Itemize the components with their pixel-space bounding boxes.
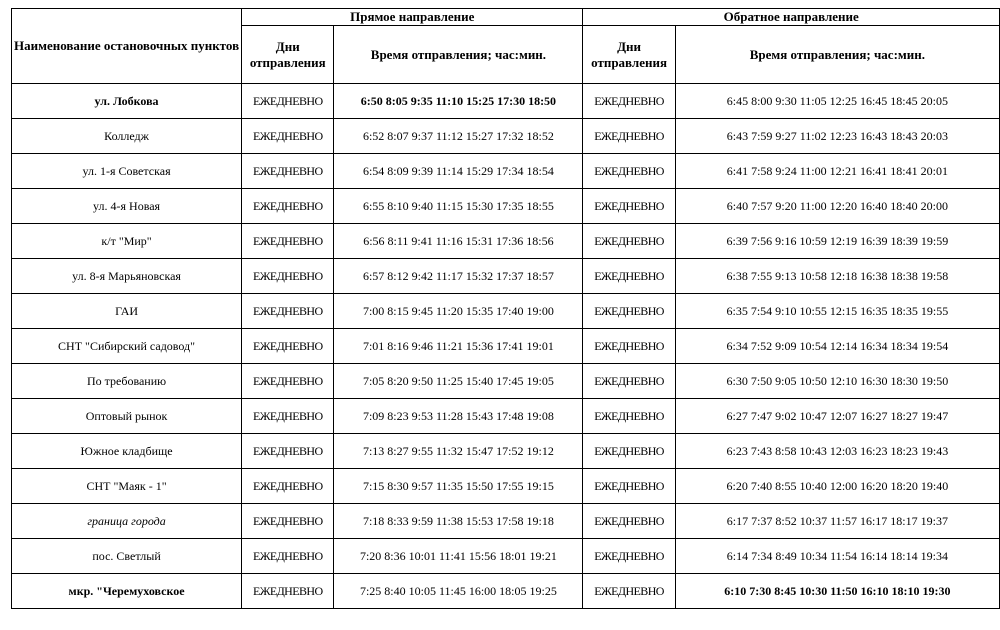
forward-times: 6:50 8:05 9:35 11:10 15:25 17:30 18:50	[334, 84, 583, 119]
forward-days: ЕЖЕДНЕВНО	[242, 469, 334, 504]
table-row	[12, 399, 1000, 434]
reverse-days: ЕЖЕДНЕВНО	[583, 259, 675, 294]
reverse-times: 6:40 7:57 9:20 11:00 12:20 16:40 18:40 20:00	[675, 189, 999, 224]
forward-days: ЕЖЕДНЕВНО	[242, 224, 334, 259]
reverse-times: 6:35 7:54 9:10 10:55 12:15 16:35 18:35 19:55	[675, 294, 999, 329]
table-row	[12, 294, 1000, 329]
stop-name: ул. 1-я Советская	[12, 154, 242, 189]
timetable-container	[11, 8, 1000, 609]
reverse-times: 6:20 7:40 8:55 10:40 12:00 16:20 18:20 19:40	[675, 469, 999, 504]
stop-name: СНТ "Сибирский садовод"	[12, 329, 242, 364]
reverse-days: ЕЖЕДНЕВНО	[583, 504, 675, 539]
forward-days: ЕЖЕДНЕВНО	[242, 574, 334, 609]
reverse-days: ЕЖЕДНЕВНО	[583, 539, 675, 574]
reverse-times: 6:14 7:34 8:49 10:34 11:54 16:14 18:14 19:34	[675, 539, 999, 574]
forward-days: ЕЖЕДНЕВНО	[242, 399, 334, 434]
forward-times: 6:52 8:07 9:37 11:12 15:27 17:32 18:52	[334, 119, 583, 154]
reverse-times: 6:10 7:30 8:45 10:30 11:50 16:10 18:10 19:30	[675, 574, 999, 609]
reverse-times: 6:23 7:43 8:58 10:43 12:03 16:23 18:23 19:43	[675, 434, 999, 469]
forward-times: 6:54 8:09 9:39 11:14 15:29 17:34 18:54	[334, 154, 583, 189]
forward-days: ЕЖЕДНЕВНО	[242, 84, 334, 119]
reverse-times: 6:27 7:47 9:02 10:47 12:07 16:27 18:27 19:47	[675, 399, 999, 434]
reverse-times: 6:41 7:58 9:24 11:00 12:21 16:41 18:41 20:01	[675, 154, 999, 189]
forward-days: ЕЖЕДНЕВНО	[242, 539, 334, 574]
table-row	[12, 119, 1000, 154]
reverse-days: ЕЖЕДНЕВНО	[583, 189, 675, 224]
forward-days: ЕЖЕДНЕВНО	[242, 119, 334, 154]
forward-times: 7:18 8:33 9:59 11:38 15:53 17:58 19:18	[334, 504, 583, 539]
forward-times: 6:56 8:11 9:41 11:16 15:31 17:36 18:56	[334, 224, 583, 259]
reverse-time-header: Время отправления; час:мин.	[675, 26, 999, 84]
forward-times: 6:55 8:10 9:40 11:15 15:30 17:35 18:55	[334, 189, 583, 224]
reverse-days: ЕЖЕДНЕВНО	[583, 434, 675, 469]
table-row	[12, 154, 1000, 189]
forward-times: 7:20 8:36 10:01 11:41 15:56 18:01 19:21	[334, 539, 583, 574]
table-row	[12, 259, 1000, 294]
forward-days: ЕЖЕДНЕВНО	[242, 259, 334, 294]
reverse-times: 6:38 7:55 9:13 10:58 12:18 16:38 18:38 19:58	[675, 259, 999, 294]
forward-days: ЕЖЕДНЕВНО	[242, 434, 334, 469]
stop-name: СНТ "Маяк - 1"	[12, 469, 242, 504]
forward-days: ЕЖЕДНЕВНО	[242, 329, 334, 364]
reverse-days: ЕЖЕДНЕВНО	[583, 84, 675, 119]
forward-times: 7:00 8:15 9:45 11:20 15:35 17:40 19:00	[334, 294, 583, 329]
reverse-days: ЕЖЕДНЕВНО	[583, 224, 675, 259]
table-row	[12, 574, 1000, 609]
reverse-times: 6:43 7:59 9:27 11:02 12:23 16:43 18:43 20:03	[675, 119, 999, 154]
forward-time-header: Время отправления; час:мин.	[334, 26, 583, 84]
forward-days: ЕЖЕДНЕВНО	[242, 504, 334, 539]
table-row	[12, 504, 1000, 539]
forward-times: 7:15 8:30 9:57 11:35 15:50 17:55 19:15	[334, 469, 583, 504]
forward-days-header: Дни отправления	[242, 26, 334, 84]
table-row	[12, 434, 1000, 469]
stop-name: По требованию	[12, 364, 242, 399]
reverse-direction-header: Обратное направление	[583, 9, 1000, 26]
table-row	[12, 84, 1000, 119]
table-row	[12, 329, 1000, 364]
forward-times: 7:01 8:16 9:46 11:21 15:36 17:41 19:01	[334, 329, 583, 364]
stop-name: Колледж	[12, 119, 242, 154]
table-row	[12, 224, 1000, 259]
reverse-times: 6:17 7:37 8:52 10:37 11:57 16:17 18:17 19:37	[675, 504, 999, 539]
reverse-days: ЕЖЕДНЕВНО	[583, 329, 675, 364]
reverse-days: ЕЖЕДНЕВНО	[583, 399, 675, 434]
reverse-times: 6:45 8:00 9:30 11:05 12:25 16:45 18:45 20:05	[675, 84, 999, 119]
reverse-days: ЕЖЕДНЕВНО	[583, 154, 675, 189]
reverse-times: 6:30 7:50 9:05 10:50 12:10 16:30 18:30 19:50	[675, 364, 999, 399]
reverse-days: ЕЖЕДНЕВНО	[583, 574, 675, 609]
forward-days: ЕЖЕДНЕВНО	[242, 189, 334, 224]
reverse-days: ЕЖЕДНЕВНО	[583, 119, 675, 154]
table-row	[12, 469, 1000, 504]
stop-name: граница города	[12, 504, 242, 539]
forward-days: ЕЖЕДНЕВНО	[242, 154, 334, 189]
stop-name: ул. 8-я Марьяновская	[12, 259, 242, 294]
stop-name: Оптовый рынок	[12, 399, 242, 434]
forward-times: 7:09 8:23 9:53 11:28 15:43 17:48 19:08	[334, 399, 583, 434]
stop-column-header: Наименование остановочных пунктов	[12, 9, 242, 84]
stop-name: ул. 4-я Новая	[12, 189, 242, 224]
stop-name: ул. Лобкова	[12, 84, 242, 119]
forward-direction-header: Прямое направление	[242, 9, 583, 26]
reverse-times: 6:34 7:52 9:09 10:54 12:14 16:34 18:34 19:54	[675, 329, 999, 364]
stop-name: Южное кладбище	[12, 434, 242, 469]
table-row	[12, 364, 1000, 399]
forward-times: 7:25 8:40 10:05 11:45 16:00 18:05 19:25	[334, 574, 583, 609]
forward-days: ЕЖЕДНЕВНО	[242, 294, 334, 329]
stop-name: ГАИ	[12, 294, 242, 329]
reverse-days: ЕЖЕДНЕВНО	[583, 364, 675, 399]
table-row	[12, 539, 1000, 574]
forward-times: 7:13 8:27 9:55 11:32 15:47 17:52 19:12	[334, 434, 583, 469]
reverse-times: 6:39 7:56 9:16 10:59 12:19 16:39 18:39 19:59	[675, 224, 999, 259]
reverse-days-header: Дни отправления	[583, 26, 675, 84]
bus-timetable	[11, 8, 1000, 609]
reverse-days: ЕЖЕДНЕВНО	[583, 469, 675, 504]
stop-name: пос. Светлый	[12, 539, 242, 574]
forward-times: 7:05 8:20 9:50 11:25 15:40 17:45 19:05	[334, 364, 583, 399]
forward-days: ЕЖЕДНЕВНО	[242, 364, 334, 399]
stop-name: мкр. "Черемуховское	[12, 574, 242, 609]
forward-times: 6:57 8:12 9:42 11:17 15:32 17:37 18:57	[334, 259, 583, 294]
reverse-days: ЕЖЕДНЕВНО	[583, 294, 675, 329]
table-row	[12, 189, 1000, 224]
stop-name: к/т "Мир"	[12, 224, 242, 259]
